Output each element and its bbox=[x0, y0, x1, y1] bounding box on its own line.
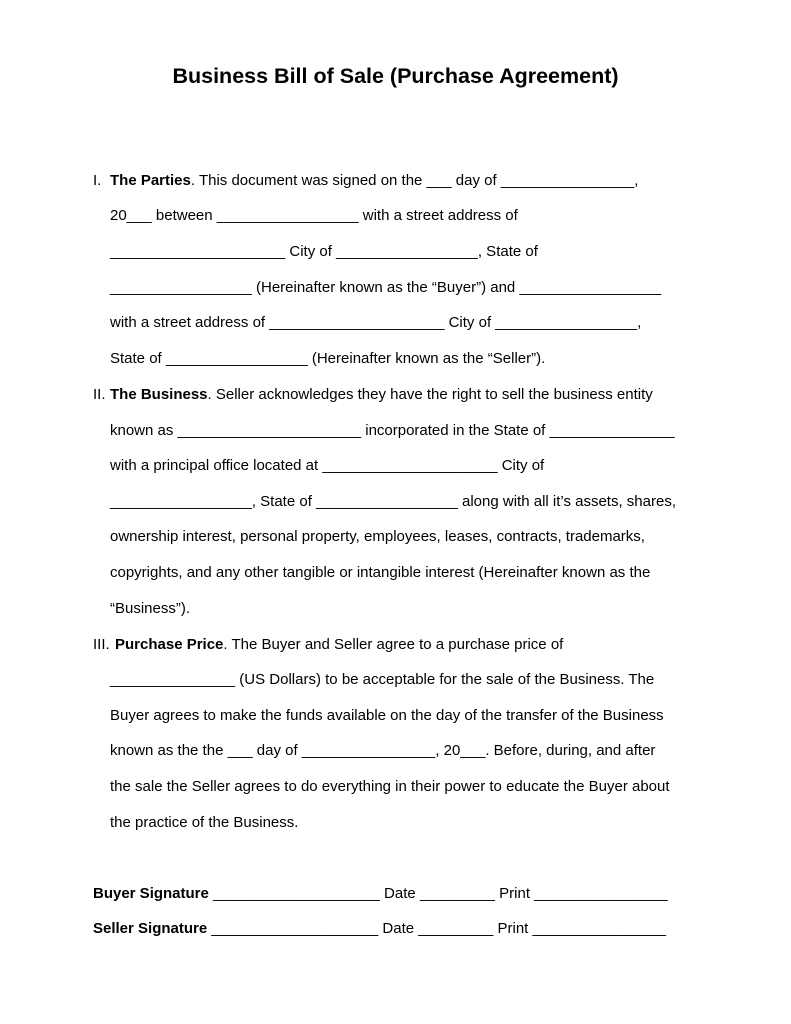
paragraph-line: _____________________ City of _________________, State of bbox=[110, 243, 538, 260]
paragraph-line: 20___ between _________________ with a street address of bbox=[110, 207, 518, 224]
section-numeral: II. bbox=[93, 386, 106, 403]
paragraph-line: known as the the ___ day of ________________, 20___. Before, during, and after bbox=[110, 742, 656, 759]
line-text: . This document was signed on the ___ day of ________________, bbox=[190, 172, 639, 189]
paragraph-line: _________________ (Hereinafter known as the “Buyer”) and _________________ bbox=[110, 279, 662, 296]
paragraph-line: the practice of the Business. bbox=[110, 814, 299, 831]
paragraph-line bbox=[110, 386, 653, 404]
paragraph-line: Buyer agrees to make the funds available on the day of the transfer of the Business bbox=[110, 707, 664, 724]
buyer-signature-fields: ____________________ Date _________ Print ________________ bbox=[208, 885, 668, 902]
line-text: . The Buyer and Seller agree to a purchase price of bbox=[223, 636, 564, 653]
paragraph-line: “Business”). bbox=[110, 600, 191, 617]
paragraph-line: copyrights, and any other tangible or intangible interest (Hereinafter known as the bbox=[110, 564, 651, 581]
paragraph-line: with a street address of _____________________ City of _________________, bbox=[110, 314, 642, 331]
seller-signature-line bbox=[93, 920, 666, 938]
document-title: Business Bill of Sale (Purchase Agreement) bbox=[172, 64, 619, 88]
buyer-signature-label: Buyer Signature bbox=[93, 885, 209, 902]
paragraph-line: _______________ (US Dollars) to be acceptable for the sale of the Business. The bbox=[110, 671, 655, 688]
paragraph-line: ownership interest, personal property, employees, leases, contracts, trademarks, bbox=[110, 528, 645, 545]
buyer-signature-line bbox=[93, 885, 668, 903]
section-heading: The Business bbox=[110, 386, 208, 403]
paragraph-line bbox=[110, 172, 638, 190]
section-numeral: III. bbox=[93, 636, 110, 653]
line-text: . Seller acknowledges they have the right to sell the business entity bbox=[207, 386, 653, 403]
paragraph-line bbox=[115, 636, 563, 654]
paragraph-line: the sale the Seller agrees to do everything in their power to educate the Buyer about bbox=[110, 778, 670, 795]
paragraph-line: State of _________________ (Hereinafter known as the “Seller”). bbox=[110, 350, 546, 367]
seller-signature-label: Seller Signature bbox=[93, 920, 208, 937]
paragraph-line: known as ______________________ incorporated in the State of _______________ bbox=[110, 422, 675, 439]
seller-signature-fields: ____________________ Date _________ Print ________________ bbox=[207, 920, 666, 937]
paragraph-line: _________________, State of _________________ along with all it’s assets, shares, bbox=[110, 493, 677, 510]
section-numeral: I. bbox=[93, 172, 102, 189]
section-heading: The Parties bbox=[110, 172, 191, 189]
paragraph-line: with a principal office located at _____________________ City of bbox=[110, 457, 545, 474]
section-heading: Purchase Price bbox=[115, 636, 224, 653]
